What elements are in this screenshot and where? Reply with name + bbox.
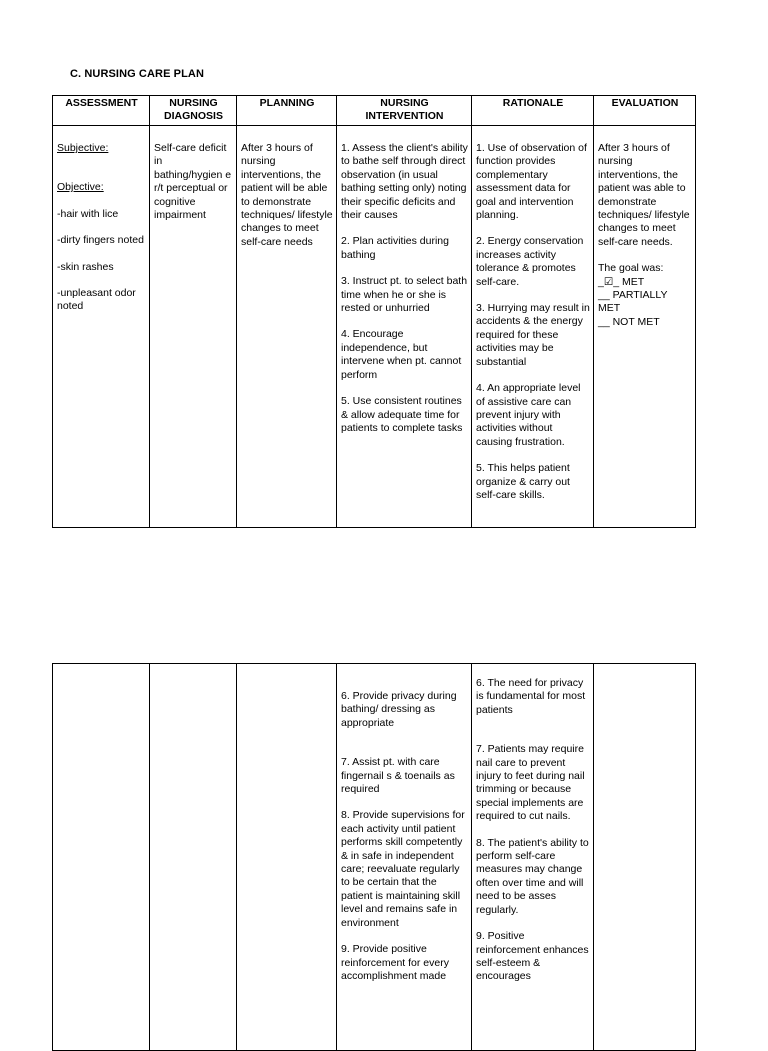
rationale-cell — [472, 664, 594, 1051]
intervention-item: 4. Encourage independence, but intervene when pt. cannot perform — [341, 328, 462, 381]
assessment-cell — [53, 126, 150, 528]
intervention-item: 9. Provide positive reinforcement for every accomplishment made — [341, 943, 449, 982]
planning-cell — [237, 664, 337, 1051]
evaluation-statement: After 3 hours of nursing interventions, the patient was able to demonstrate techniques/ lifestyle changes to meet self-care needs. — [598, 142, 690, 248]
rationale-item: 1. Use of observation of function provides complementary assessment data for goal and intervention planning. — [476, 142, 587, 222]
header-planning: PLANNING — [237, 96, 337, 126]
evaluation-cell — [594, 126, 696, 528]
goal-partially-met-option: __ PARTIALLY MET — [598, 289, 668, 315]
rationale-item: 3. Hurrying may result in accidents & the energy required for these activities may be substantial — [476, 302, 590, 368]
intervention-cell — [337, 664, 472, 1051]
diagnosis-text: Self-care deficit in bathing/hygien e r/t perceptual or cognitive impairment — [154, 142, 232, 222]
assessment-item: -skin rashes — [57, 260, 114, 273]
care-plan-table-page1 — [52, 95, 696, 528]
assessment-item: -dirty fingers noted — [57, 234, 144, 247]
rationale-item: 6. The need for privacy is fundamental for most patients — [476, 677, 586, 716]
evaluation-cell — [594, 664, 696, 1051]
header-intervention: NURSING INTERVENTION — [337, 96, 472, 126]
diagnosis-cell — [150, 664, 237, 1051]
goal-label: The goal was: — [598, 262, 664, 275]
header-evaluation: EVALUATION — [594, 96, 696, 126]
table-row — [53, 126, 696, 528]
intervention-item: 1. Assess the client's ability to bathe self through direct observation (in usual bathing setting only) noting their specific deficits and their causes — [341, 142, 468, 222]
objective-label: Objective: — [57, 181, 104, 194]
intervention-item: 7. Assist pt. with care fingernail s & toenails as required — [341, 756, 455, 796]
care-plan-table-page2 — [52, 663, 696, 1051]
assessment-item: -unpleasant odor noted — [57, 287, 136, 313]
intervention-cell — [337, 126, 472, 528]
goal-met-option: _☑_ MET — [598, 275, 645, 288]
intervention-item: 8. Provide supervisions for each activity until patient performs skill competently & in safe in independent care; reevaluate regularly to be certain that the patient is maintaining skill level and remains safe in environment — [341, 809, 465, 929]
rationale-cell — [472, 126, 594, 528]
intervention-item: 3. Instruct pt. to select bath time when he or she is rested or unhurried — [341, 275, 468, 315]
table-row — [53, 664, 696, 1051]
header-assessment: ASSESSMENT — [53, 96, 150, 126]
rationale-item: 5. This helps patient organize & carry out self-care skills. — [476, 462, 570, 501]
assessment-cell — [53, 664, 150, 1051]
header-diagnosis: NURSING DIAGNOSIS — [150, 96, 237, 126]
rationale-item: 8. The patient's ability to perform self-care measures may change often over time and will need to be asses regularly. — [476, 836, 589, 916]
rationale-item: 4. An appropriate level of assistive care can prevent injury with activities without causing frustration. — [476, 382, 581, 448]
rationale-item: 7. Patients may require nail care to prevent injury to feet during nail trimming or because special implements are required to cut nails. — [476, 743, 585, 823]
intervention-item: 6. Provide privacy during bathing/ dressing as appropriate — [341, 690, 457, 729]
rationale-item: 9. Positive reinforcement enhances self-esteem & encourages — [476, 930, 589, 983]
goal-not-met-option: __ NOT MET — [598, 315, 660, 328]
diagnosis-cell — [150, 126, 237, 528]
page-title: C. NURSING CARE PLAN — [70, 68, 205, 80]
subjective-label: Subjective: — [57, 142, 109, 154]
header-row — [53, 96, 696, 126]
assessment-item: -hair with lice — [57, 207, 119, 220]
header-rationale: RATIONALE — [472, 96, 594, 126]
intervention-item: 5. Use consistent routines & allow adequate time for patients to complete tasks — [341, 395, 463, 434]
planning-text: After 3 hours of nursing interventions, the patient will be able to demonstrate techniques/ lifestyle changes to meet self-care needs — [241, 142, 333, 248]
planning-cell — [237, 126, 337, 528]
rationale-item: 2. Energy conservation increases activity tolerance & promotes self-care. — [476, 235, 584, 288]
intervention-item: 2. Plan activities during bathing — [341, 235, 449, 261]
